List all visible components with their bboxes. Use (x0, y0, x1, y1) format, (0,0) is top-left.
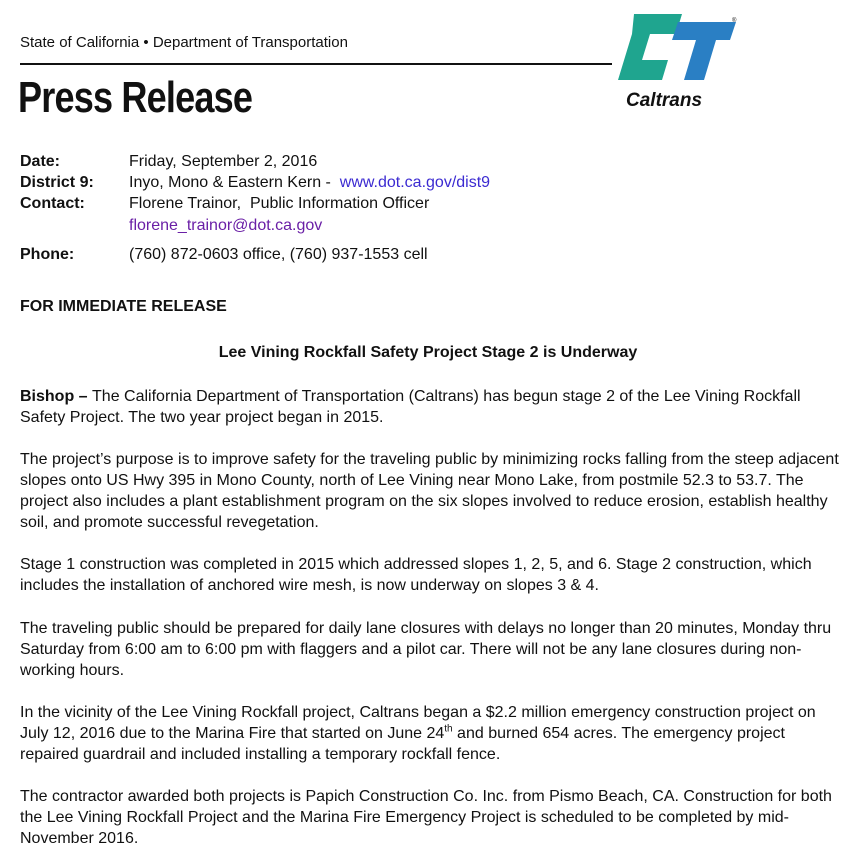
date-value: Friday, September 2, 2016 (129, 153, 318, 170)
headline: Lee Vining Rockfall Safety Project Stage 2 is Underway (218, 344, 638, 361)
release-tag: FOR IMMEDIATE RELEASE (20, 298, 227, 315)
contact-value: Florene Trainor, Public Information Officer (129, 195, 430, 212)
ordinal-suffix: th (444, 723, 453, 735)
paragraph-1-text: The California Department of Transportation (Caltrans) has begun stage 2 of the Lee Vining Rockfall Safety Project. The two year project began in 2015. (20, 388, 801, 426)
paragraph-1 (20, 386, 840, 428)
phone-label: Phone: (20, 246, 75, 263)
dateline: Bishop – (20, 388, 93, 405)
logo-t-shape (672, 22, 736, 80)
paragraph-2: The project’s purpose is to improve safety for the traveling public by minimizing rocks falling from the steep adjacent slopes onto US Hwy 395 in Mono County, north of Lee Vining near Mono Lake, from postmile 52.3 to 53.7. The project also includes a plant establishment program on the six slopes involved to reduce erosion, establish healthy soil, and promote successful revegetation. (20, 451, 839, 531)
date-label: Date: (20, 153, 61, 170)
paragraph-4: The traveling public should be prepared for daily lane closures with delays no longer than 20 minutes, Monday thru Saturday from 6:00 am to 6:00 pm with flaggers and a pilot car. There will not be any lane closures during non-working hours. (20, 620, 832, 679)
phone-value: (760) 872-0603 office, (760) 937-1553 cell (129, 246, 428, 263)
contact-row (20, 193, 490, 214)
contact-label: Contact: (20, 195, 85, 212)
logo-registered: ® (732, 18, 737, 24)
page-title: Press Release (18, 73, 253, 122)
district-label: District 9: (20, 174, 94, 191)
phone-row (20, 244, 490, 265)
logo-c-shape (618, 14, 682, 80)
paragraph-5-text-b: and burned 654 acres. The emergency project repaired guardrail and included installing a temporary rockfall fence. (20, 725, 785, 763)
release-info (20, 151, 490, 265)
district-value: Inyo, Mono & Eastern Kern - (129, 174, 340, 191)
district-link[interactable]: www.dot.ca.gov/dist9 (339, 174, 491, 191)
logo-wordmark: Caltrans (626, 90, 703, 110)
agency-line: State of California • Department of Transportation (20, 34, 348, 51)
email-row (20, 214, 490, 244)
caltrans-logo (612, 10, 742, 110)
paragraph-5 (20, 702, 840, 765)
paragraph-5-text-a: In the vicinity of the Lee Vining Rockfall project, Caltrans began a $2.2 million emergency construction project on July 12, 2016 due to the Marina Fire that started on June 24 (20, 704, 816, 742)
district-row (20, 172, 490, 193)
contact-email-link[interactable]: florene_trainor@dot.ca.gov (129, 217, 323, 234)
date-row (20, 151, 490, 172)
paragraph-6: The contractor awarded both projects is Papich Construction Co. Inc. from Pismo Beach, CA. Construction for both the Lee Vining Rockfall Project and the Marina Fire Emergency Project is scheduled to be completed by mid-November 2016. (20, 788, 832, 847)
header-rule (20, 63, 612, 65)
paragraph-3: Stage 1 construction was completed in 2015 which addressed slopes 1, 2, 5, and 6. Stage 2 construction, which includes the installation of anchored wire mesh, is now underway on slopes 3 & 4. (20, 556, 812, 594)
